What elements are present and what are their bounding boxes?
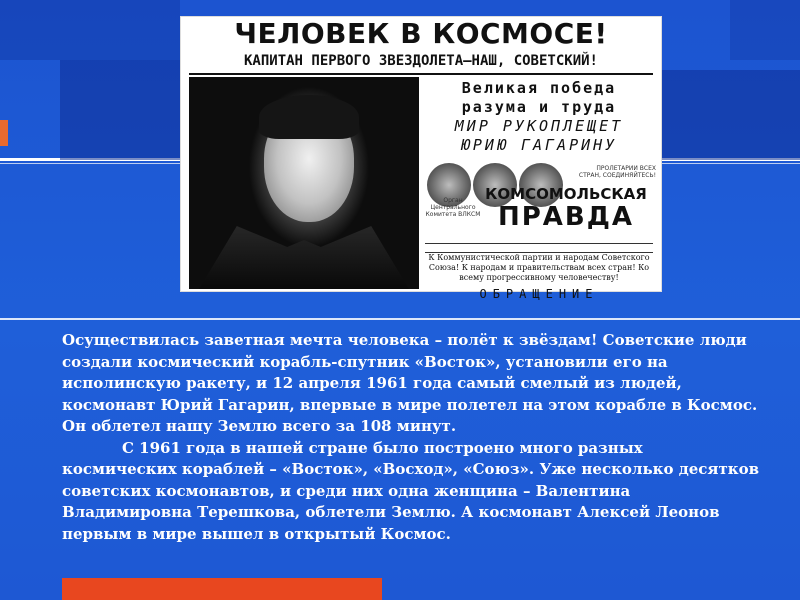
paragraph-gagarin: Осуществилась заветная мечта человека – полёт к звёздам! Советские люди создали космический корабль-спутник «Восток», установили его на исполинскую ракету, и 12 апреля 1961 года самый смелый из людей, космонавт Юрий Гагарин, впервые в мире полетел на этом корабле в Космос. Он облетел нашу Землю всего за 108 минут. [62,331,758,435]
newspaper-tagline: ПРОЛЕТАРИИ ВСЕХ СТРАН, СОЕДИНЯЙТЕСЬ! [578,165,656,179]
newspaper-bottom-word: ОБРАЩЕНИЕ [479,287,599,301]
decor-block [60,60,180,160]
newspaper-headline: ЧЕЛОВЕК В КОСМОСЕ! [234,17,608,50]
newspaper-organ: Орган Центрального Комитета ВЛКСМ [425,197,481,218]
paragraph-cosmonauts: С 1961 года в нашей стране было построено много разных космических кораблей – «Восток», «Восход», «Союз». Уже несколько десятков советских космонавтов, и среди них одна женщина – Валентина Владимировна Терешкова, облетели Землю. А космонавт Алексей Леонов первым в мире вышел в открытый Космос. [62,438,760,543]
newspaper-masthead [481,185,651,231]
decor-red-bar [62,578,382,600]
decor-block [0,0,180,60]
newspaper-address: К Коммунистической партии и народам Советского Союза! К народам и правительствам всех стран! Ко всему прогрессивному человечеству! [428,253,650,282]
newspaper-line: разума и труда [461,98,617,116]
newspaper-line: ЮРИЮ ГАГАРИНУ [460,136,618,154]
newspaper-rule [189,73,653,75]
newspaper-line: МИР РУКОПЛЕЩЕТ [454,117,624,135]
decor-block [730,0,800,60]
newspaper-image [180,16,662,301]
newspaper-line: Великая победа [461,79,617,97]
portrait-hair [259,95,359,139]
decor-accent [0,120,8,146]
newspaper-subheadline: КАПИТАН ПЕРВОГО ЗВЕЗДОЛЕТА—НАШ, СОВЕТСКИЙ! [243,53,598,69]
decor-line [0,318,800,320]
decor-block [660,70,800,160]
newspaper-name-line2: ПРАВДА [497,202,635,232]
slide-body-text [62,330,762,545]
portrait-uniform [199,219,409,289]
gagarin-portrait [189,77,419,289]
newspaper-masthead-text [425,79,653,155]
newspaper-date-strip [425,243,653,253]
newspaper-name-line1: КОМСОМОЛЬСКАЯ [485,185,647,203]
